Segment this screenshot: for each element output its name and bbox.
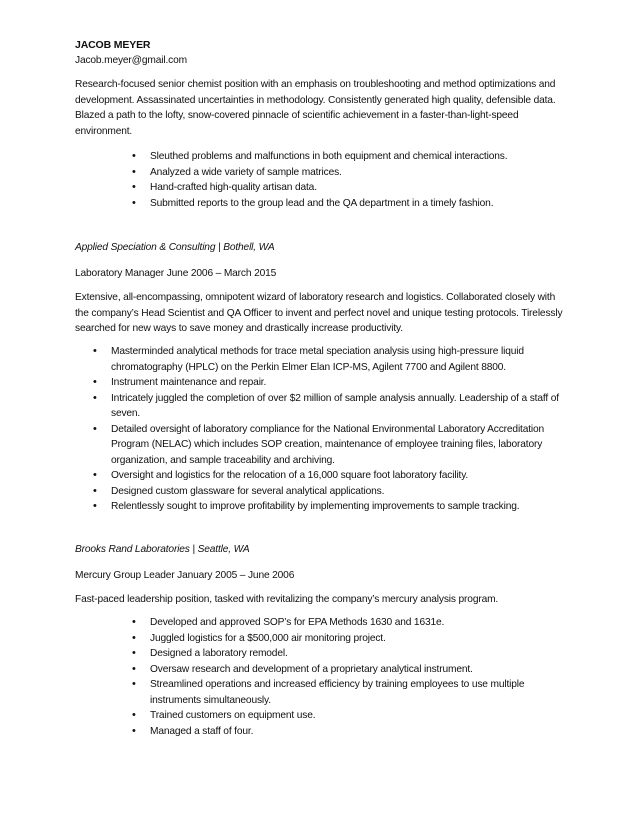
list-item: • Managed a staff of four.: [150, 724, 570, 740]
job-company: Brooks Rand Laboratories | Seattle, WA: [75, 544, 250, 555]
list-item: • Masterminded analytical methods for trace metal speciation analysis using high-pressure liquid chromatography (HPLC) on the Perkin Elmer Elan ICP-MS, Agilent 7700 and Agilent 8800.: [111, 344, 573, 375]
list-item: • Oversaw research and development of a proprietary analytical instrument.: [150, 662, 570, 678]
list-item: • Instrument maintenance and repair.: [111, 375, 573, 391]
list-item: • Detailed oversight of laboratory compliance for the National Environmental Laboratory Accreditation Program (NELAC) which includes SOP creation, maintenance of employee training files, laboratory organization, and sample traceability and archiving.: [111, 422, 573, 469]
list-item: • Designed a laboratory remodel.: [150, 646, 570, 662]
candidate-name: JACOB MEYER: [75, 39, 151, 51]
job-bullets: [111, 344, 573, 515]
list-item: • Submitted reports to the group lead and the QA department in a timely fashion.: [150, 196, 570, 212]
list-item: • Sleuthed problems and malfunctions in both equipment and chemical interactions.: [150, 149, 570, 165]
summary-paragraph: Research-focused senior chemist position with an emphasis on troubleshooting and method optimizations and development. Assassinated uncertainties in methodology. Consistently generated high quality, defensible data. Blazed a path to the lofty, snow-covered pinnacle of scientific achievement in a faster-than-light-speed environment.: [75, 79, 556, 137]
job-role: Mercury Group Leader January 2005 – June 2006: [75, 570, 295, 581]
job-role: Laboratory Manager June 2006 – March 2015: [75, 268, 277, 279]
list-item: • Developed and approved SOP’s for EPA Methods 1630 and 1631e.: [150, 615, 570, 631]
highlights-list: [150, 149, 570, 211]
list-item: • Intricately juggled the completion of over $2 million of sample analysis annually. Leadership of a staff of seven.: [111, 391, 573, 422]
candidate-email: Jacob.meyer@gmail.com: [75, 55, 187, 66]
job-bullets: [150, 615, 570, 739]
list-item: • Streamlined operations and increased efficiency by training employees to use multiple instruments simultaneously.: [150, 677, 570, 708]
list-item: • Juggled logistics for a $500,000 air monitoring project.: [150, 631, 570, 647]
job-description: Extensive, all-encompassing, omnipotent wizard of laboratory research and logistics. Collaborated closely with the company’s Head Scientist and QA Officer to invent and perfect novel and unique testing protocols. Tirelessly searched for new ways to save money and drastically increase productivity.: [75, 292, 563, 334]
list-item: • Hand-crafted high-quality artisan data.: [150, 180, 570, 196]
job-description: Fast-paced leadership position, tasked with revitalizing the company’s mercury analysis program.: [75, 594, 499, 605]
list-item: • Relentlessly sought to improve profitability by implementing improvements to sample tracking.: [111, 499, 573, 515]
list-item: • Analyzed a wide variety of sample matrices.: [150, 165, 570, 181]
list-item: • Trained customers on equipment use.: [150, 708, 570, 724]
list-item: • Oversight and logistics for the relocation of a 16,000 square foot laboratory facility.: [111, 468, 573, 484]
job-company: Applied Speciation & Consulting | Bothell, WA: [75, 242, 275, 253]
list-item: • Designed custom glassware for several analytical applications.: [111, 484, 573, 500]
